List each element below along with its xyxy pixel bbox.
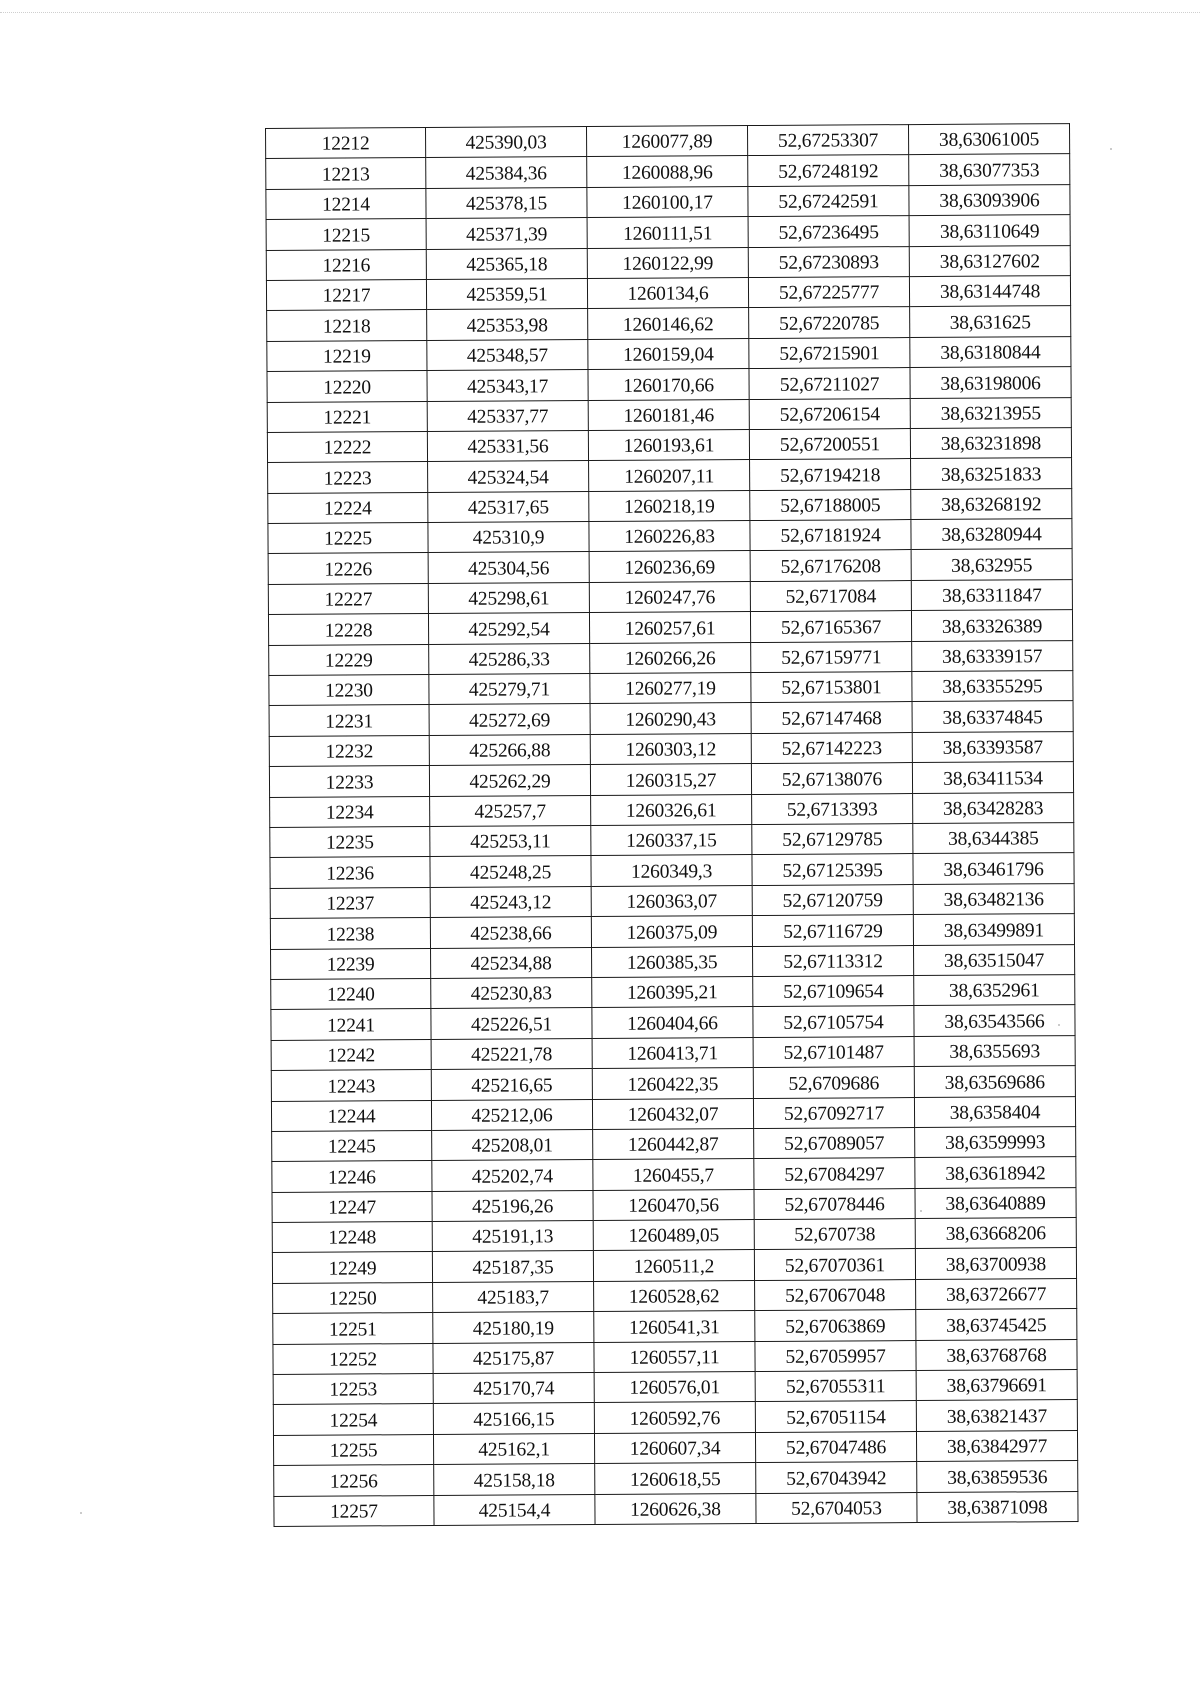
cell-point-number: 12236	[270, 857, 430, 888]
cell-latitude: 52,6704053	[756, 1492, 917, 1523]
cell-longitude: 38,63821437	[916, 1400, 1077, 1431]
cell-latitude: 52,67142223	[751, 732, 912, 763]
cell-point-number: 12232	[269, 735, 429, 766]
cell-longitude: 38,63871098	[917, 1491, 1078, 1522]
cell-x-coordinate: 425175,87	[433, 1342, 594, 1373]
table-row	[271, 1005, 1075, 1040]
cell-latitude: 52,67225777	[748, 277, 909, 308]
cell-x-coordinate: 425154,4	[434, 1494, 595, 1525]
cell-x-coordinate: 425187,35	[432, 1251, 593, 1282]
cell-x-coordinate: 425371,39	[426, 218, 587, 249]
cell-longitude: 38,6358404	[914, 1096, 1075, 1127]
cell-longitude: 38,63482136	[913, 883, 1074, 914]
cell-y-coordinate: 1260489,05	[593, 1220, 754, 1251]
table-row	[273, 1370, 1077, 1405]
table-row	[271, 944, 1075, 979]
cell-point-number: 12257	[274, 1495, 434, 1526]
cell-x-coordinate: 425196,26	[432, 1190, 593, 1221]
cell-longitude: 38,63668206	[915, 1218, 1076, 1249]
cell-x-coordinate: 425343,17	[427, 370, 588, 401]
cell-y-coordinate: 1260266,26	[590, 642, 751, 673]
cell-y-coordinate: 1260247,76	[589, 581, 750, 612]
cell-y-coordinate: 1260170,66	[588, 369, 749, 400]
cell-latitude: 52,67084297	[754, 1158, 915, 1189]
cell-longitude: 38,63355295	[912, 671, 1073, 702]
cell-x-coordinate: 425262,29	[429, 765, 590, 796]
cell-latitude: 52,67063869	[755, 1310, 916, 1341]
cell-x-coordinate: 425216,65	[431, 1069, 592, 1100]
cell-x-coordinate: 425162,1	[433, 1433, 594, 1464]
cell-y-coordinate: 1260159,04	[588, 338, 749, 369]
cell-x-coordinate: 425212,06	[431, 1099, 592, 1130]
cell-latitude: 52,6709686	[753, 1067, 914, 1098]
cell-y-coordinate: 1260576,01	[594, 1372, 755, 1403]
cell-y-coordinate: 1260207,11	[589, 460, 750, 491]
cell-latitude: 52,67215901	[749, 337, 910, 368]
cell-x-coordinate: 425348,57	[427, 339, 588, 370]
cell-latitude: 52,67230893	[748, 246, 909, 277]
cell-latitude: 52,67113312	[753, 945, 914, 976]
cell-latitude: 52,67153801	[751, 672, 912, 703]
table-row	[269, 762, 1073, 797]
table-row	[266, 124, 1070, 159]
cell-latitude: 52,6713393	[752, 793, 913, 824]
cell-x-coordinate: 425298,61	[428, 582, 589, 613]
cell-x-coordinate: 425359,51	[426, 278, 587, 309]
cell-y-coordinate: 1260442,87	[593, 1128, 754, 1159]
cell-longitude: 38,63077353	[909, 154, 1070, 185]
cell-x-coordinate: 425253,11	[430, 826, 591, 857]
cell-longitude: 38,63411534	[912, 762, 1073, 793]
table-row	[274, 1491, 1078, 1526]
cell-y-coordinate: 1260337,15	[591, 825, 752, 856]
cell-y-coordinate: 1260181,46	[588, 399, 749, 430]
cell-x-coordinate: 425353,98	[427, 309, 588, 340]
cell-point-number: 12220	[267, 371, 427, 402]
cell-point-number: 12255	[273, 1434, 433, 1465]
cell-point-number: 12241	[271, 1009, 431, 1040]
cell-x-coordinate: 425292,54	[428, 613, 589, 644]
cell-latitude: 52,67188005	[750, 489, 911, 520]
table-row	[267, 367, 1071, 402]
cell-point-number: 12246	[272, 1161, 432, 1192]
cell-latitude: 52,67248192	[748, 155, 909, 186]
cell-longitude: 38,63796691	[916, 1370, 1077, 1401]
cell-latitude: 52,67194218	[750, 459, 911, 490]
table-row	[271, 975, 1075, 1010]
cell-longitude: 38,63110649	[909, 215, 1070, 246]
table-row	[270, 823, 1074, 858]
cell-latitude: 52,67116729	[752, 915, 913, 946]
cell-x-coordinate: 425331,56	[427, 430, 588, 461]
cell-longitude: 38,63726677	[916, 1278, 1077, 1309]
table-row	[273, 1400, 1077, 1435]
cell-x-coordinate: 425272,69	[429, 704, 590, 735]
cell-point-number: 12212	[266, 128, 426, 159]
cell-point-number: 12242	[271, 1039, 431, 1070]
cell-longitude: 38,63461796	[913, 853, 1074, 884]
cell-latitude: 52,67092717	[753, 1097, 914, 1128]
cell-point-number: 12229	[269, 644, 429, 675]
table-row	[270, 792, 1074, 827]
cell-point-number: 12213	[266, 158, 426, 189]
cell-point-number: 12233	[269, 766, 429, 797]
cell-latitude: 52,67220785	[749, 307, 910, 338]
cell-y-coordinate: 1260146,62	[588, 308, 749, 339]
cell-longitude: 38,63569686	[914, 1066, 1075, 1097]
cell-longitude: 38,63499891	[913, 914, 1074, 945]
cell-longitude: 38,63842977	[916, 1430, 1077, 1461]
cell-x-coordinate: 425183,7	[433, 1281, 594, 1312]
cell-x-coordinate: 425202,74	[432, 1160, 593, 1191]
table-row	[269, 671, 1073, 706]
cell-longitude: 38,631625	[910, 306, 1071, 337]
cell-x-coordinate: 425257,7	[430, 795, 591, 826]
cell-latitude: 52,67159771	[751, 641, 912, 672]
cell-point-number: 12228	[268, 614, 428, 645]
table-row	[267, 306, 1071, 341]
cell-longitude: 38,63618942	[915, 1157, 1076, 1188]
cell-point-number: 12217	[266, 279, 426, 310]
cell-point-number: 12250	[273, 1282, 433, 1313]
cell-y-coordinate: 1260349,3	[591, 855, 752, 886]
table-row	[268, 579, 1072, 614]
cell-y-coordinate: 1260432,07	[592, 1098, 753, 1129]
cell-latitude: 52,67253307	[747, 125, 908, 156]
cell-point-number: 12235	[270, 826, 430, 857]
cell-y-coordinate: 1260193,61	[588, 429, 749, 460]
table-row	[266, 276, 1070, 311]
cell-longitude: 38,63251833	[911, 458, 1072, 489]
cell-y-coordinate: 1260088,96	[587, 156, 748, 187]
cell-x-coordinate: 425221,78	[431, 1038, 592, 1069]
cell-longitude: 38,63311847	[911, 579, 1072, 610]
cell-x-coordinate: 425238,66	[430, 917, 591, 948]
table-row	[273, 1309, 1077, 1344]
cell-point-number: 12240	[271, 978, 431, 1009]
cell-point-number: 12214	[266, 188, 426, 219]
cell-point-number: 12256	[274, 1465, 434, 1496]
cell-latitude: 52,67055311	[755, 1371, 916, 1402]
cell-y-coordinate: 1260326,61	[591, 794, 752, 825]
table-row	[268, 549, 1072, 584]
cell-x-coordinate: 425230,83	[431, 977, 592, 1008]
cell-point-number: 12253	[273, 1374, 433, 1405]
table-row	[271, 1066, 1075, 1101]
cell-point-number: 12254	[273, 1404, 433, 1435]
cell-y-coordinate: 1260134,6	[587, 278, 748, 309]
table-row	[272, 1126, 1076, 1161]
cell-latitude: 52,67109654	[753, 975, 914, 1006]
cell-longitude: 38,63768768	[916, 1339, 1077, 1370]
table-row	[272, 1218, 1076, 1253]
cell-point-number: 12239	[271, 948, 431, 979]
cell-y-coordinate: 1260277,19	[590, 673, 751, 704]
cell-longitude: 38,6344385	[913, 823, 1074, 854]
cell-latitude: 52,67211027	[749, 368, 910, 399]
cell-y-coordinate: 1260218,19	[589, 490, 750, 521]
cell-latitude: 52,67043942	[756, 1462, 917, 1493]
cell-longitude: 38,63144748	[909, 276, 1070, 307]
cell-latitude: 52,67200551	[749, 428, 910, 459]
cell-latitude: 52,67051154	[755, 1401, 916, 1432]
cell-latitude: 52,67138076	[751, 763, 912, 794]
cell-y-coordinate: 1260511,2	[593, 1250, 754, 1281]
cell-latitude: 52,67067048	[755, 1279, 916, 1310]
cell-latitude: 52,6717084	[750, 580, 911, 611]
cell-point-number: 12237	[270, 887, 430, 918]
cell-longitude: 38,63393587	[912, 731, 1073, 762]
coordinates-table	[265, 123, 1079, 1527]
cell-longitude: 38,63859536	[917, 1461, 1078, 1492]
cell-x-coordinate: 425266,88	[429, 734, 590, 765]
cell-x-coordinate: 425170,74	[433, 1373, 594, 1404]
cell-x-coordinate: 425158,18	[434, 1464, 595, 1495]
cell-latitude: 52,67105754	[753, 1006, 914, 1037]
cell-y-coordinate: 1260395,21	[592, 976, 753, 1007]
cell-longitude: 38,63280944	[911, 519, 1072, 550]
cell-y-coordinate: 1260077,89	[586, 126, 747, 157]
cell-latitude: 52,67147468	[751, 702, 912, 733]
table-row	[272, 1157, 1076, 1192]
cell-latitude: 52,67165367	[750, 611, 911, 642]
cell-x-coordinate: 425324,54	[428, 461, 589, 492]
table-row	[272, 1187, 1076, 1222]
cell-longitude: 38,6355693	[914, 1035, 1075, 1066]
cell-y-coordinate: 1260592,76	[594, 1402, 755, 1433]
cell-longitude: 38,63093906	[909, 184, 1070, 215]
cell-point-number: 12227	[268, 583, 428, 614]
table-row	[273, 1339, 1077, 1374]
cell-y-coordinate: 1260413,71	[592, 1037, 753, 1068]
cell-latitude: 52,67125395	[752, 854, 913, 885]
cell-longitude: 38,63374845	[912, 701, 1073, 732]
cell-longitude: 38,63543566	[914, 1005, 1075, 1036]
table-row	[271, 1096, 1075, 1131]
table-row	[269, 640, 1073, 675]
cell-point-number: 12226	[268, 553, 428, 584]
cell-y-coordinate: 1260236,69	[589, 551, 750, 582]
cell-latitude: 52,67059957	[755, 1340, 916, 1371]
cell-longitude: 38,63061005	[908, 124, 1069, 155]
cell-x-coordinate: 425234,88	[431, 947, 592, 978]
cell-y-coordinate: 1260100,17	[587, 186, 748, 217]
cell-y-coordinate: 1260375,09	[591, 916, 752, 947]
cell-x-coordinate: 425208,01	[432, 1129, 593, 1160]
cell-latitude: 52,67101487	[753, 1036, 914, 1067]
cell-point-number: 12234	[270, 796, 430, 827]
cell-y-coordinate: 1260385,35	[592, 946, 753, 977]
table-row	[270, 914, 1074, 949]
cell-latitude: 52,67181924	[750, 520, 911, 551]
table-row	[270, 853, 1074, 888]
cell-point-number: 12238	[270, 918, 430, 949]
cell-latitude: 52,67176208	[750, 550, 911, 581]
cell-x-coordinate: 425378,15	[426, 187, 587, 218]
cell-point-number: 12231	[269, 705, 429, 736]
cell-x-coordinate: 425310,9	[428, 522, 589, 553]
cell-y-coordinate: 1260618,55	[595, 1463, 756, 1494]
cell-y-coordinate: 1260455,7	[593, 1159, 754, 1190]
cell-point-number: 12219	[267, 340, 427, 371]
table-row	[266, 154, 1070, 189]
table-row	[274, 1461, 1078, 1496]
table-row	[272, 1248, 1076, 1283]
scan-speck	[920, 1210, 922, 1212]
table-row	[268, 488, 1072, 523]
cell-x-coordinate: 425180,19	[433, 1312, 594, 1343]
cell-y-coordinate: 1260470,56	[593, 1189, 754, 1220]
table-row	[273, 1278, 1077, 1313]
cell-longitude: 38,63268192	[911, 488, 1072, 519]
cell-y-coordinate: 1260363,07	[591, 885, 752, 916]
table-row	[271, 1035, 1075, 1070]
cell-longitude: 38,63198006	[910, 367, 1071, 398]
cell-longitude: 38,63127602	[909, 245, 1070, 276]
cell-point-number: 12216	[266, 249, 426, 280]
cell-latitude: 52,67120759	[752, 884, 913, 915]
cell-y-coordinate: 1260541,31	[594, 1311, 755, 1342]
cell-y-coordinate: 1260315,27	[590, 764, 751, 795]
cell-x-coordinate: 425304,56	[428, 552, 589, 583]
cell-longitude: 38,63326389	[911, 610, 1072, 641]
scan-top-edge	[0, 12, 1200, 13]
cell-longitude: 38,63700938	[915, 1248, 1076, 1279]
cell-x-coordinate: 425279,71	[429, 674, 590, 705]
scan-speck	[1110, 148, 1112, 150]
cell-latitude: 52,67236495	[748, 216, 909, 247]
cell-point-number: 12249	[272, 1252, 432, 1283]
cell-point-number: 12245	[272, 1130, 432, 1161]
cell-latitude: 52,67129785	[752, 824, 913, 855]
scan-speck	[1058, 1024, 1060, 1026]
cell-point-number: 12223	[268, 462, 428, 493]
cell-y-coordinate: 1260122,99	[587, 247, 748, 278]
cell-latitude: 52,67089057	[754, 1127, 915, 1158]
cell-y-coordinate: 1260404,66	[592, 1007, 753, 1038]
cell-latitude: 52,67070361	[754, 1249, 915, 1280]
table-row	[270, 883, 1074, 918]
coordinates-table-body	[266, 124, 1079, 1527]
scan-speck	[80, 1512, 82, 1514]
cell-point-number: 12225	[268, 523, 428, 554]
cell-point-number: 12243	[271, 1070, 431, 1101]
cell-longitude: 38,6352961	[914, 975, 1075, 1006]
cell-latitude: 52,67047486	[755, 1431, 916, 1462]
cell-latitude: 52,67078446	[754, 1188, 915, 1219]
cell-y-coordinate: 1260626,38	[595, 1493, 756, 1524]
cell-point-number: 12244	[271, 1100, 431, 1131]
table-row	[268, 519, 1072, 554]
table-row	[266, 245, 1070, 280]
cell-point-number: 12222	[267, 431, 427, 462]
cell-point-number: 12230	[269, 675, 429, 706]
table-row	[273, 1430, 1077, 1465]
cell-point-number: 12221	[267, 401, 427, 432]
table-row	[269, 701, 1073, 736]
cell-x-coordinate: 425384,36	[426, 157, 587, 188]
cell-x-coordinate: 425337,77	[427, 400, 588, 431]
table-row	[269, 731, 1073, 766]
cell-y-coordinate: 1260303,12	[590, 733, 751, 764]
cell-x-coordinate: 425248,25	[430, 856, 591, 887]
cell-point-number: 12218	[267, 310, 427, 341]
cell-x-coordinate: 425191,13	[432, 1221, 593, 1252]
cell-point-number: 12224	[268, 492, 428, 523]
cell-y-coordinate: 1260422,35	[592, 1068, 753, 1099]
cell-longitude: 38,63428283	[913, 792, 1074, 823]
cell-x-coordinate: 425166,15	[433, 1403, 594, 1434]
cell-x-coordinate: 425317,65	[428, 491, 589, 522]
cell-y-coordinate: 1260607,34	[594, 1432, 755, 1463]
cell-point-number: 12247	[272, 1191, 432, 1222]
cell-latitude: 52,67206154	[749, 398, 910, 429]
cell-y-coordinate: 1260257,61	[589, 612, 750, 643]
table-row	[267, 397, 1071, 432]
cell-x-coordinate: 425390,03	[426, 127, 587, 158]
cell-point-number: 12251	[273, 1313, 433, 1344]
cell-longitude: 38,63180844	[910, 336, 1071, 367]
cell-longitude: 38,63515047	[914, 944, 1075, 975]
cell-longitude: 38,632955	[911, 549, 1072, 580]
table-row	[267, 427, 1071, 462]
cell-longitude: 38,63640889	[915, 1187, 1076, 1218]
cell-longitude: 38,63213955	[910, 397, 1071, 428]
cell-x-coordinate: 425226,51	[431, 1008, 592, 1039]
cell-y-coordinate: 1260111,51	[587, 217, 748, 248]
cell-y-coordinate: 1260290,43	[590, 703, 751, 734]
cell-point-number: 12248	[272, 1222, 432, 1253]
table-row	[268, 458, 1072, 493]
cell-y-coordinate: 1260226,83	[589, 521, 750, 552]
table-row	[268, 610, 1072, 645]
cell-y-coordinate: 1260528,62	[594, 1280, 755, 1311]
table-row	[267, 336, 1071, 371]
cell-y-coordinate: 1260557,11	[594, 1341, 755, 1372]
cell-longitude: 38,63745425	[916, 1309, 1077, 1340]
cell-latitude: 52,67242591	[748, 185, 909, 216]
cell-x-coordinate: 425365,18	[426, 248, 587, 279]
table-row	[266, 184, 1070, 219]
cell-longitude: 38,63599993	[915, 1126, 1076, 1157]
cell-point-number: 12215	[266, 219, 426, 250]
cell-point-number: 12252	[273, 1343, 433, 1374]
cell-latitude: 52,670738	[754, 1219, 915, 1250]
cell-x-coordinate: 425243,12	[430, 886, 591, 917]
cell-longitude: 38,63339157	[912, 640, 1073, 671]
cell-longitude: 38,63231898	[910, 427, 1071, 458]
cell-x-coordinate: 425286,33	[429, 643, 590, 674]
table-row	[266, 215, 1070, 250]
